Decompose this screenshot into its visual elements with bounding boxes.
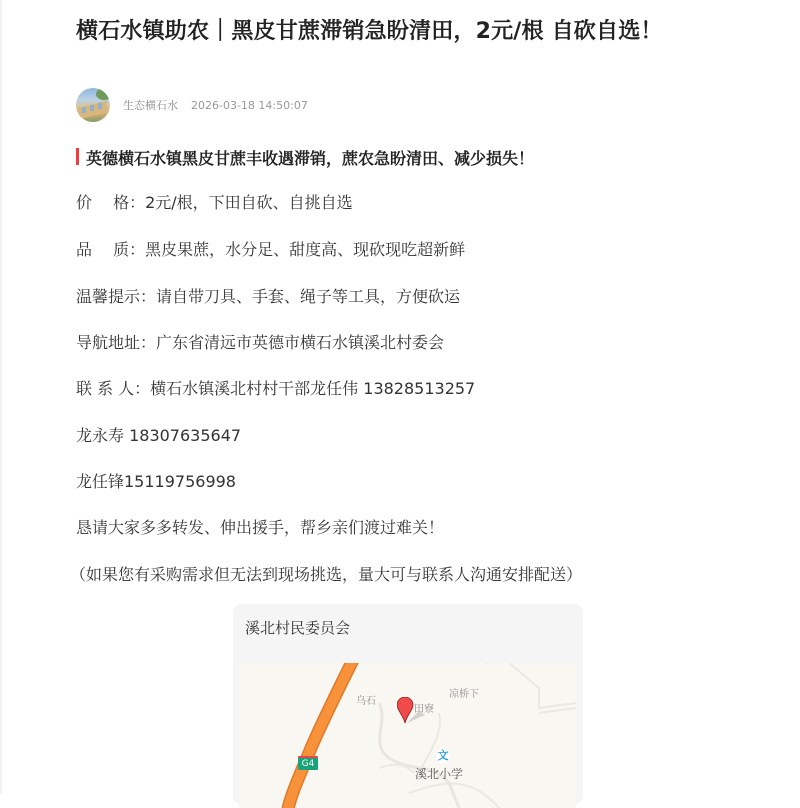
author-avatar[interactable] <box>76 88 110 122</box>
map-view[interactable] <box>239 663 576 808</box>
paragraph-price: 价 格：2元/根，下田自砍、自挑自选 <box>76 193 353 212</box>
paragraph-note: （如果您有采购需求但无法到现场挑选，量大可与联系人沟通安排配送） <box>70 565 583 584</box>
highway-badge <box>298 756 318 770</box>
article-meta <box>76 88 308 122</box>
lead-heading: 英德横石水镇黑皮甘蔗丰收遇滞销，蔗农急盼清田、减少损失！ <box>76 146 534 169</box>
map-label-tianliao: 田寮 <box>414 704 434 715</box>
author-name[interactable]: 生态横石水 <box>123 99 178 112</box>
paragraph-contact-2: 龙永寿 18307635647 <box>76 426 242 445</box>
highway-label: G4 <box>301 759 315 769</box>
paragraph-contact-3: 龙任锋15119756998 <box>76 472 236 491</box>
school-icon: 文 <box>437 749 449 762</box>
map-label-school: 溪北小学 <box>415 767 464 781</box>
map-card[interactable] <box>233 604 583 804</box>
map-place-name: 溪北村民委员会 <box>245 619 351 637</box>
map-roads <box>239 663 576 808</box>
paragraph-appeal: 恳请大家多多转发、伸出援手，帮乡亲们渡过难关！ <box>76 518 445 537</box>
article-title: 横石水镇助农｜黑皮甘蔗滞销急盼清田，2元/根 自砍自选！ <box>76 19 663 44</box>
paragraph-tips: 温馨提示：请自带刀具、手套、绳子等工具，方便砍运 <box>76 287 461 306</box>
map-pin-icon[interactable] <box>397 697 427 727</box>
map-label-liangqiaoxia: 凉桥下 <box>449 689 479 700</box>
paragraph-address: 导航地址：广东省清远市英德市横石水镇溪北村委会 <box>76 333 445 352</box>
paragraph-contact: 联 系 人：横石水镇溪北村村干部龙任伟 13828513257 <box>76 379 476 398</box>
page-left-border <box>0 0 2 794</box>
paragraph-quality: 品 质：黑皮果蔗，水分足、甜度高、现砍现吃超新鲜 <box>76 240 466 259</box>
publish-date: 2026-03-18 14:50:07 <box>191 98 308 112</box>
map-label-wushi: 乌石 <box>356 696 376 707</box>
